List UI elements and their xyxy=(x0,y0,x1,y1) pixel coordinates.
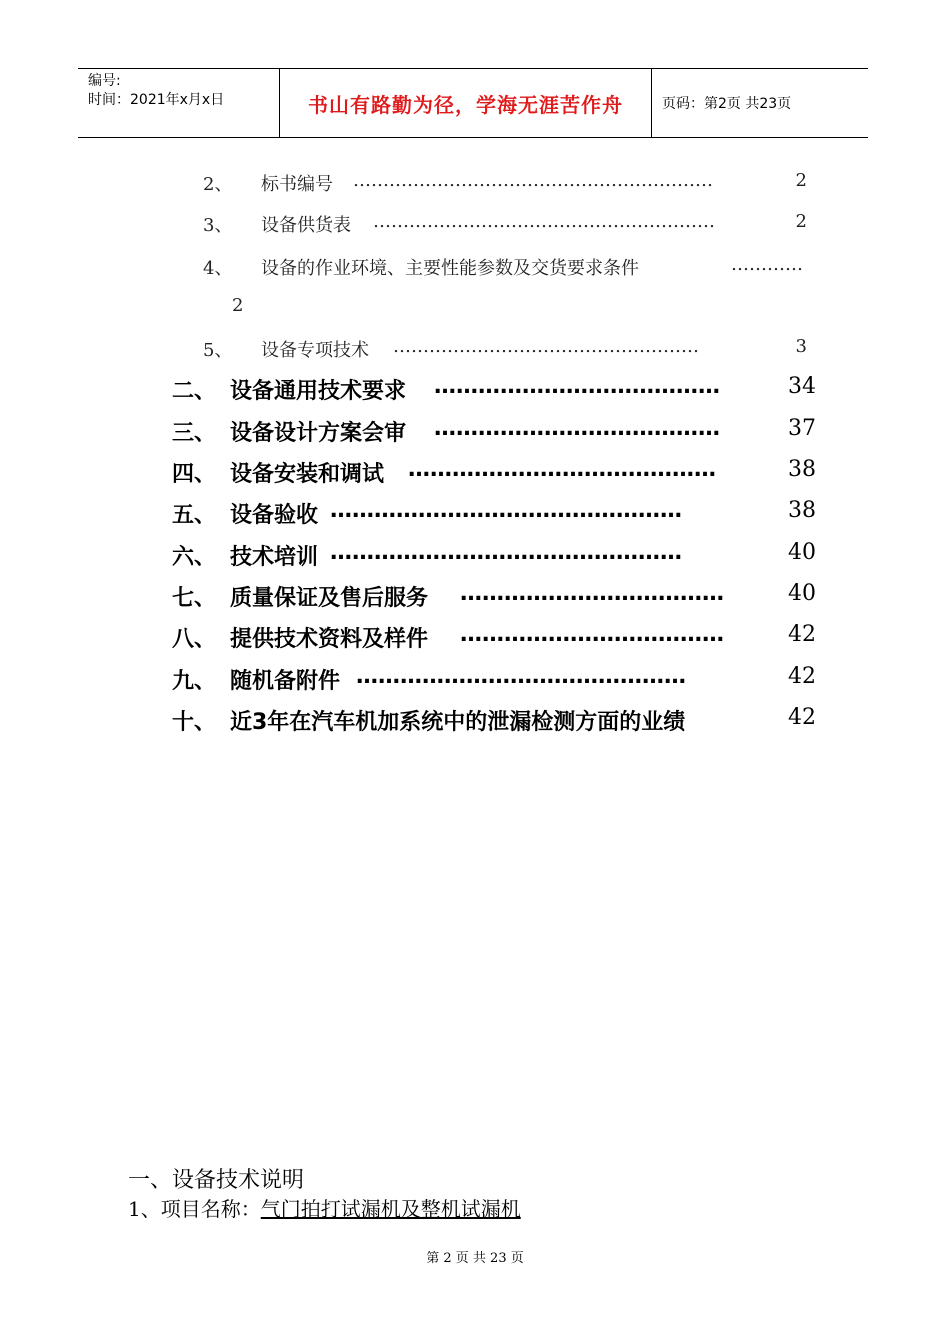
toc-chapter-page: 38 xyxy=(788,498,816,523)
page-footer: 第 2 页 共 23 页 xyxy=(426,1251,524,1266)
toc-chapter-number: 三、 xyxy=(172,421,217,446)
toc-chapter-page: 42 xyxy=(788,664,816,689)
page-header xyxy=(78,68,868,138)
toc-leader-dots: ……………………………… xyxy=(460,622,724,647)
toc-chapter-number: 四、 xyxy=(172,462,217,487)
toc-chapter[interactable] xyxy=(172,581,816,613)
toc-entry-text: 设备的作业环境、主要性能参数及交货要求条件 xyxy=(261,258,639,279)
toc-chapter-text: 随机备附件 xyxy=(230,669,341,694)
toc-entry-page: 3 xyxy=(795,336,807,357)
toc-chapter-page: 38 xyxy=(788,457,816,482)
toc-leader-dots: …………………………………………… xyxy=(393,336,699,357)
toc-chapter-text: 提供技术资料及样件 xyxy=(230,627,429,652)
toc-chapter-number: 九、 xyxy=(172,669,217,694)
project-name-label: 1、项目名称： xyxy=(128,1197,261,1221)
toc-entry-number: 4、 xyxy=(203,258,233,279)
toc-chapter[interactable] xyxy=(172,457,816,489)
toc-entry-page: 2 xyxy=(232,295,244,316)
toc-chapter-number: 十、 xyxy=(172,710,217,735)
toc-chapter-text: 设备安装和调试 xyxy=(230,462,385,487)
toc-chapter-text: 技术培训 xyxy=(230,545,319,570)
toc-chapter-text: 设备通用技术要求 xyxy=(230,379,407,404)
toc-entry-text: 标书编号 xyxy=(261,174,333,195)
toc-chapter-page: 42 xyxy=(788,622,816,647)
toc-chapter-page: 40 xyxy=(788,540,816,565)
header-page-info: 页码：第2页 共23页 xyxy=(662,96,792,112)
toc-entry-number: 5、 xyxy=(203,340,233,361)
toc-chapter-number: 八、 xyxy=(172,627,217,652)
toc-leader-dots: …………………………………… xyxy=(408,457,716,482)
toc-entry[interactable] xyxy=(203,170,807,200)
toc-leader-dots: ………………………………………… xyxy=(330,498,682,523)
toc-leader-dots: ………………………………………… xyxy=(330,540,682,565)
toc-entry-page-wrap xyxy=(232,295,272,325)
toc-entry-text: 设备专项技术 xyxy=(261,340,369,361)
project-name-line xyxy=(128,1193,521,1222)
toc-chapter[interactable] xyxy=(172,664,816,696)
toc-chapter[interactable] xyxy=(172,374,816,406)
toc-chapter-text: 近3年在汽车机加系统中的泄漏检测方面的业绩 xyxy=(230,710,686,735)
toc-entry-number: 2、 xyxy=(203,174,233,195)
toc-leader-dots: ………… xyxy=(731,254,803,275)
header-motto: 书山有路勤为径，学海无涯苦作舟 xyxy=(280,69,652,137)
toc-entry-page: 2 xyxy=(795,170,807,191)
toc-chapter[interactable] xyxy=(172,622,816,654)
toc-leader-dots: ………………………………………………… xyxy=(373,211,715,232)
toc-entry[interactable] xyxy=(203,336,807,366)
toc-chapter[interactable] xyxy=(172,705,816,737)
toc-entry-text: 设备供货表 xyxy=(261,215,351,236)
toc-chapter-text: 质量保证及售后服务 xyxy=(230,586,429,611)
toc-chapter-number: 二、 xyxy=(172,379,217,404)
toc-chapter-page: 34 xyxy=(788,374,816,399)
toc-entry-page: 2 xyxy=(795,211,807,232)
toc-chapter[interactable] xyxy=(172,540,816,572)
toc-chapter-text: 设备验收 xyxy=(230,503,319,528)
toc-chapter-page: 37 xyxy=(788,416,816,441)
toc-chapter-page: 40 xyxy=(788,581,816,606)
toc-entry-number: 3、 xyxy=(203,215,233,236)
toc-leader-dots: ………………………………… xyxy=(434,374,720,399)
toc-entry[interactable] xyxy=(203,211,807,241)
toc-leader-dots: …………………………………………………… xyxy=(353,170,713,191)
toc-entry[interactable] xyxy=(203,254,820,284)
toc-chapter[interactable] xyxy=(172,416,816,448)
toc-leader-dots: ……………………………………… xyxy=(356,664,686,689)
toc-chapter-text: 设备设计方案会审 xyxy=(230,421,407,446)
header-meta xyxy=(78,69,280,137)
toc-chapter-number: 六、 xyxy=(172,545,217,570)
toc-chapter-page: 42 xyxy=(788,705,816,730)
toc-chapter-number: 五、 xyxy=(172,503,217,528)
toc-leader-dots: ………………………………… xyxy=(434,416,720,441)
toc-leader-dots: ……………………………… xyxy=(460,581,724,606)
project-name-value: 气门拍打试漏机及整机试漏机 xyxy=(260,1197,521,1221)
toc-chapter[interactable] xyxy=(172,498,816,530)
doc-time-label: 时间：2021年x月x日 xyxy=(88,92,225,108)
doc-code-label: 编号: xyxy=(88,73,121,89)
section-title: 一、设备技术说明 xyxy=(128,1168,305,1193)
toc-chapter-number: 七、 xyxy=(172,586,217,611)
